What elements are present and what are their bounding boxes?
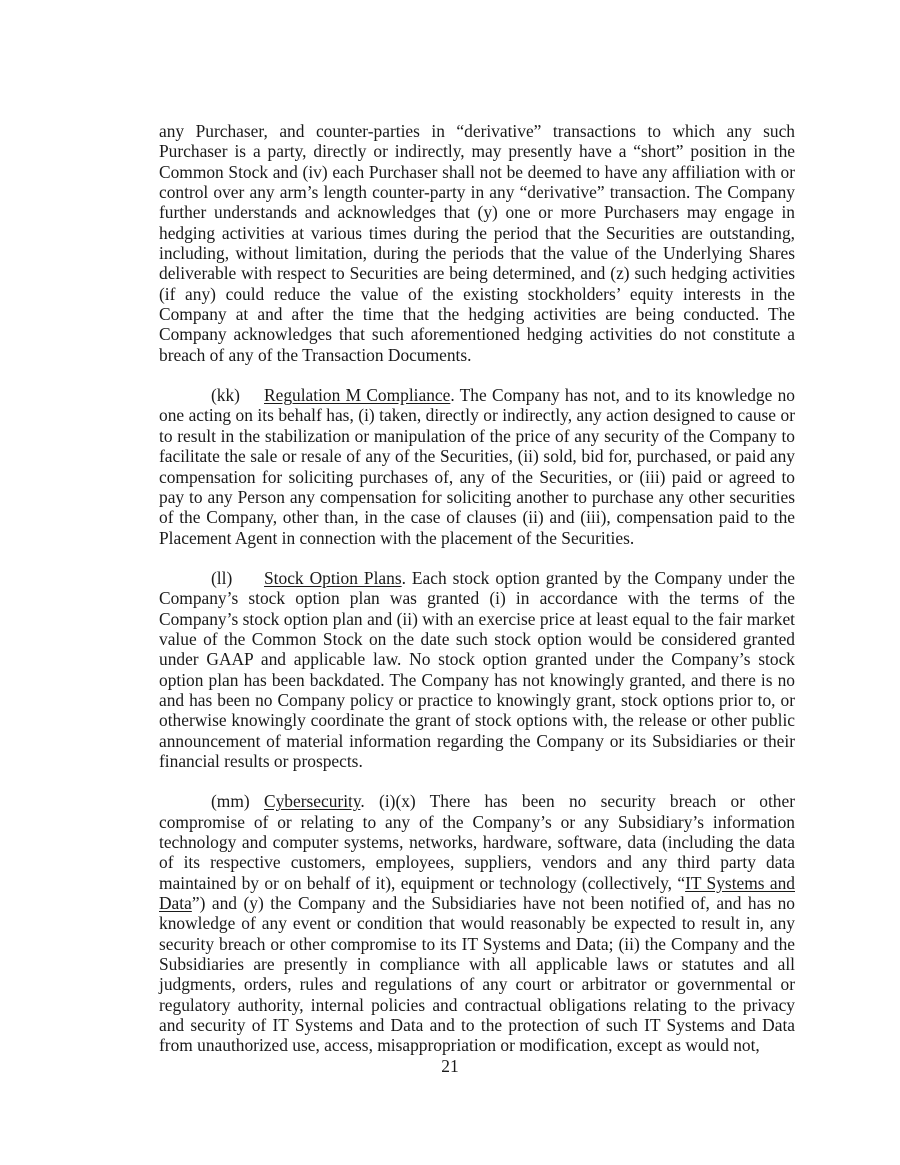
defined-term-it-systems: IT Systems and Data [159,872,795,914]
section-ll-paragraph [159,568,795,771]
section-kk-tag: (kk) [211,385,240,406]
section-kk-heading: Regulation M Compliance [264,385,451,406]
section-mm-body-before: . (i)(x) There has been no security breach or other compromise of or relating to any of the Company’s or any Subsidiary’s information technology and computer systems, networks, hardware, software, data (including the data of its respective customers, employees, suppliers, vendors and any third party data maintained by or on behalf of it), equipment or technology (collectively, “ [159,791,795,893]
section-kk-paragraph [159,385,795,548]
section-ll-body: . Each stock option granted by the Company under the Company’s stock option plan was granted (i) in accordance with the terms of the Company’s stock option plan and (ii) with an exercise price at least equal to the fair market value of the Common Stock on the date such stock option would be considered granted under GAAP and applicable law. No stock option granted under the Company’s stock option plan has been backdated. The Company has not knowingly granted, and there is no and has been no Company policy or practice to knowingly grant, stock options prior to, or otherwise knowingly coordinate the grant of stock options with, the release or other public announcement of material information regarding the Company or its Subsidiaries or their financial results or prospects. [159,567,795,771]
page-number: 21 [441,1056,459,1076]
section-mm-tag: (mm) [211,791,250,812]
section-ll-tag: (ll) [211,567,233,588]
section-mm-heading: Cybersecurity [264,791,361,812]
section-mm-paragraph [159,791,795,1055]
section-kk-body: . The Company has not, and to its knowledge no one acting on its behalf has, (i) taken, directly or indirectly, any action designed to cause or to result in the stabilization or manipulation of the price of any security of the Company to facilitate the sale or resale of any of the Securities, (ii) sold, bid for, purchased, or paid any compensation for soliciting purchases of, any of the Securities, or (iii) paid or agreed to pay to any Person any compensation for soliciting another to purchase any other securities of the Company, other than, in the case of clauses (ii) and (iii), compensation paid to the Placement Agent in connection with the placement of the Securities. [159,385,795,548]
section-ll-heading: Stock Option Plans [264,567,402,588]
continuation-paragraph: any Purchaser, and counter-parties in “derivative” transactions to which any such Purchaser is a party, directly or indirectly, may presently have a “short” position in the Common Stock and (iv) each Purchaser shall not be deemed to have any affiliation with or control over any arm’s length counter-party in any “derivative” transaction. The Company further understands and acknowledges that (y) one or more Purchasers may engage in hedging activities at various times during the period that the Securities are outstanding, including, without limitation, during the periods that the value of the Underlying Shares deliverable with respect to Securities are being determined, and (z) such hedging activities (if any) could reduce the value of the existing stockholders’ equity interests in the Company at and after the time that the hedging activities are being conducted. The Company acknowledges that such aforementioned hedging activities do not constitute a breach of any of the Transaction Documents. [159,121,795,365]
section-mm-body-after: ”) and (y) the Company and the Subsidiaries have not been notified of, and has no knowledge of any event or condition that would reasonably be expected to result in, any security breach or other compromise to its IT Systems and Data; (ii) the Company and the Subsidiaries are presently in compliance with all applicable laws or statutes and all judgments, orders, rules and regulations of any court or arbitrator or governmental or regulatory authority, internal policies and contractual obligations relating to the privacy and security of IT Systems and Data and to the protection of such IT Systems and Data from unauthorized use, access, misappropriation or modification, except as would not, [159,893,795,1056]
document-body [159,121,795,1076]
